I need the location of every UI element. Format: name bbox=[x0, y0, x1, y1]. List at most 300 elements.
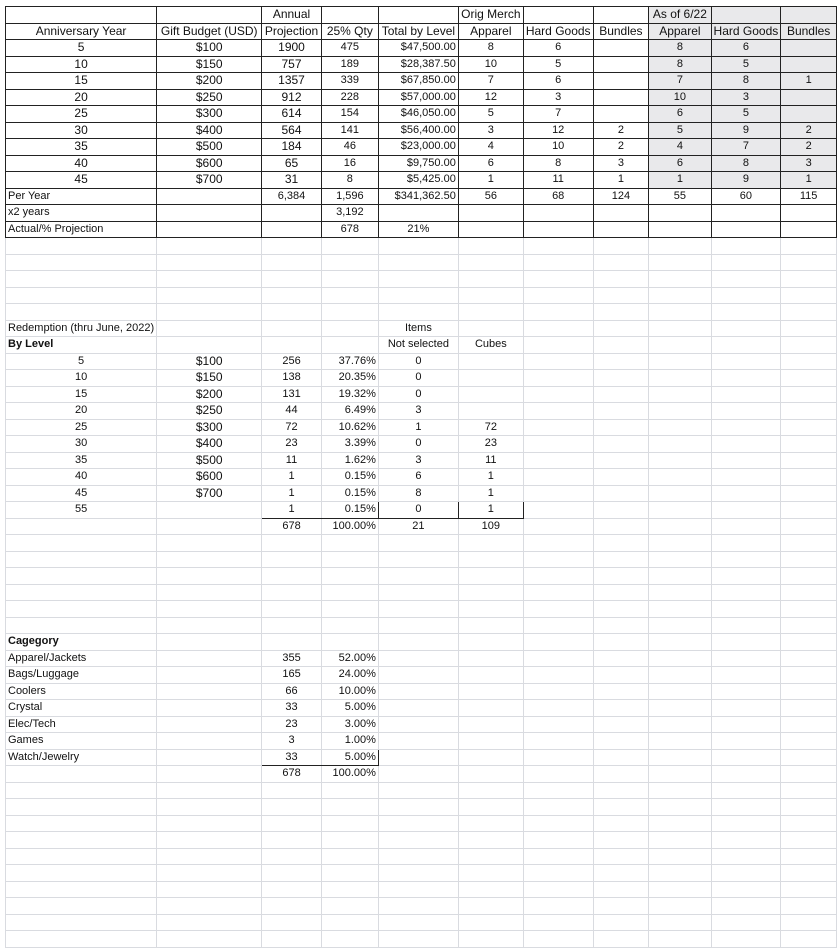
cell[interactable] bbox=[6, 518, 157, 535]
cell[interactable] bbox=[711, 469, 781, 486]
data-cell[interactable]: $67,850.00 bbox=[378, 73, 458, 90]
cell[interactable] bbox=[593, 848, 649, 865]
cell[interactable] bbox=[781, 386, 837, 403]
data-cell[interactable]: 189 bbox=[321, 56, 378, 73]
cell[interactable] bbox=[523, 287, 593, 304]
cell[interactable] bbox=[523, 650, 593, 667]
cell[interactable] bbox=[321, 832, 378, 849]
data-cell[interactable]: 1357 bbox=[262, 73, 321, 90]
cell[interactable] bbox=[593, 238, 649, 255]
total-cell[interactable]: 678 bbox=[262, 766, 321, 783]
data-cell[interactable]: 2 bbox=[593, 139, 649, 156]
cell[interactable] bbox=[262, 271, 321, 288]
level-cell[interactable]: 15 bbox=[6, 386, 157, 403]
cell[interactable] bbox=[593, 898, 649, 915]
cell[interactable] bbox=[6, 271, 157, 288]
data-cell[interactable]: 45 bbox=[6, 172, 157, 189]
cell[interactable] bbox=[262, 848, 321, 865]
cell[interactable] bbox=[649, 898, 711, 915]
data-cell[interactable]: 5 bbox=[6, 40, 157, 57]
cell[interactable] bbox=[378, 733, 458, 750]
cell[interactable] bbox=[711, 386, 781, 403]
cell[interactable] bbox=[157, 749, 262, 766]
cell[interactable] bbox=[458, 304, 523, 321]
budget-cell[interactable]: $400 bbox=[157, 436, 262, 453]
cell[interactable] bbox=[593, 254, 649, 271]
data-cell[interactable]: 1 bbox=[649, 172, 711, 189]
cell[interactable] bbox=[458, 650, 523, 667]
budget-cell[interactable]: $600 bbox=[157, 469, 262, 486]
data-cell[interactable] bbox=[593, 106, 649, 123]
cell[interactable] bbox=[262, 617, 321, 634]
cell[interactable] bbox=[649, 881, 711, 898]
data-cell[interactable]: 614 bbox=[262, 106, 321, 123]
cell[interactable] bbox=[458, 865, 523, 882]
data-cell[interactable]: 30 bbox=[6, 122, 157, 139]
cell[interactable] bbox=[6, 898, 157, 915]
cell[interactable] bbox=[649, 617, 711, 634]
cubes-cell[interactable]: 11 bbox=[458, 452, 523, 469]
level-cell[interactable]: 10 bbox=[6, 370, 157, 387]
cell[interactable] bbox=[321, 601, 378, 618]
cell[interactable] bbox=[378, 931, 458, 948]
cell[interactable] bbox=[157, 766, 262, 783]
header-cell[interactable] bbox=[523, 7, 593, 24]
data-cell[interactable]: $23,000.00 bbox=[378, 139, 458, 156]
data-cell[interactable] bbox=[781, 221, 837, 238]
cell[interactable] bbox=[781, 502, 837, 519]
spreadsheet-grid[interactable] bbox=[5, 6, 837, 948]
cell[interactable] bbox=[593, 782, 649, 799]
cell[interactable] bbox=[781, 287, 837, 304]
data-cell[interactable]: 7 bbox=[711, 139, 781, 156]
cell[interactable] bbox=[157, 238, 262, 255]
cubes-cell[interactable]: 1 bbox=[458, 469, 523, 486]
cell[interactable] bbox=[593, 304, 649, 321]
data-cell[interactable]: $200 bbox=[157, 73, 262, 90]
cell[interactable] bbox=[781, 782, 837, 799]
count-cell[interactable]: 33 bbox=[262, 749, 321, 766]
data-cell[interactable]: 228 bbox=[321, 89, 378, 106]
data-cell[interactable]: 3 bbox=[781, 155, 837, 172]
cell[interactable] bbox=[649, 271, 711, 288]
cell[interactable] bbox=[523, 452, 593, 469]
cell[interactable] bbox=[649, 700, 711, 717]
header-cell[interactable]: Apparel bbox=[649, 23, 711, 40]
cell[interactable] bbox=[378, 667, 458, 684]
data-cell[interactable]: 16 bbox=[321, 155, 378, 172]
cell[interactable] bbox=[321, 304, 378, 321]
cell[interactable] bbox=[6, 799, 157, 816]
cell[interactable] bbox=[593, 617, 649, 634]
cell[interactable] bbox=[523, 799, 593, 816]
cell[interactable] bbox=[649, 353, 711, 370]
level-cell[interactable]: 5 bbox=[6, 353, 157, 370]
cell[interactable] bbox=[593, 551, 649, 568]
data-cell[interactable]: 5 bbox=[711, 56, 781, 73]
cell[interactable] bbox=[262, 634, 321, 651]
cell[interactable] bbox=[649, 914, 711, 931]
cell[interactable] bbox=[781, 832, 837, 849]
cell[interactable] bbox=[458, 799, 523, 816]
cell[interactable] bbox=[781, 535, 837, 552]
cell[interactable] bbox=[378, 551, 458, 568]
cell[interactable] bbox=[649, 287, 711, 304]
cell[interactable] bbox=[593, 683, 649, 700]
cell[interactable] bbox=[593, 716, 649, 733]
cell[interactable] bbox=[458, 568, 523, 585]
cell[interactable] bbox=[321, 865, 378, 882]
cell[interactable] bbox=[262, 931, 321, 948]
cell[interactable] bbox=[523, 386, 593, 403]
cell[interactable] bbox=[523, 469, 593, 486]
cell[interactable] bbox=[157, 551, 262, 568]
cell[interactable] bbox=[458, 749, 523, 766]
cell[interactable] bbox=[157, 865, 262, 882]
cell[interactable] bbox=[711, 634, 781, 651]
cell[interactable] bbox=[458, 601, 523, 618]
count-cell[interactable]: 66 bbox=[262, 683, 321, 700]
cell[interactable] bbox=[523, 518, 593, 535]
cell[interactable] bbox=[458, 881, 523, 898]
count-cell[interactable]: 33 bbox=[262, 700, 321, 717]
cell[interactable] bbox=[157, 799, 262, 816]
data-cell[interactable]: 11 bbox=[523, 172, 593, 189]
cell[interactable] bbox=[523, 931, 593, 948]
data-cell[interactable]: 678 bbox=[321, 221, 378, 238]
cell[interactable] bbox=[649, 848, 711, 865]
count-cell[interactable]: 72 bbox=[262, 419, 321, 436]
cell[interactable] bbox=[157, 733, 262, 750]
cell[interactable] bbox=[523, 304, 593, 321]
percent-cell[interactable]: 1.62% bbox=[321, 452, 378, 469]
cell[interactable] bbox=[781, 254, 837, 271]
cell[interactable] bbox=[593, 799, 649, 816]
not-selected-cell[interactable]: 3 bbox=[378, 403, 458, 420]
header-cell[interactable]: Orig Merch bbox=[458, 7, 523, 24]
cell[interactable] bbox=[781, 568, 837, 585]
cubes-cell[interactable] bbox=[458, 386, 523, 403]
cell[interactable] bbox=[593, 584, 649, 601]
cell[interactable] bbox=[321, 287, 378, 304]
data-cell[interactable]: 21% bbox=[378, 221, 458, 238]
cell[interactable] bbox=[458, 535, 523, 552]
cell[interactable] bbox=[321, 881, 378, 898]
cell[interactable] bbox=[781, 271, 837, 288]
budget-cell[interactable]: $100 bbox=[157, 353, 262, 370]
cell[interactable] bbox=[711, 865, 781, 882]
cell[interactable] bbox=[649, 518, 711, 535]
cell[interactable] bbox=[711, 716, 781, 733]
cell[interactable] bbox=[781, 601, 837, 618]
cell[interactable] bbox=[649, 370, 711, 387]
data-cell[interactable]: 1,596 bbox=[321, 188, 378, 205]
cell[interactable] bbox=[321, 254, 378, 271]
budget-cell[interactable]: $500 bbox=[157, 452, 262, 469]
cell[interactable] bbox=[157, 914, 262, 931]
cell[interactable] bbox=[711, 518, 781, 535]
cell[interactable] bbox=[523, 551, 593, 568]
cell[interactable] bbox=[711, 485, 781, 502]
cell[interactable] bbox=[711, 898, 781, 915]
budget-cell[interactable]: $250 bbox=[157, 403, 262, 420]
percent-cell[interactable]: 24.00% bbox=[321, 667, 378, 684]
cell[interactable] bbox=[262, 551, 321, 568]
data-cell[interactable]: 124 bbox=[593, 188, 649, 205]
cell[interactable] bbox=[321, 551, 378, 568]
cell[interactable] bbox=[781, 848, 837, 865]
total-cell[interactable]: 109 bbox=[458, 518, 523, 535]
data-cell[interactable]: 3 bbox=[593, 155, 649, 172]
cell[interactable] bbox=[378, 782, 458, 799]
cell[interactable] bbox=[711, 535, 781, 552]
cell[interactable] bbox=[378, 898, 458, 915]
data-cell[interactable]: $47,500.00 bbox=[378, 40, 458, 57]
cell[interactable] bbox=[593, 320, 649, 337]
cell[interactable] bbox=[262, 304, 321, 321]
cell[interactable] bbox=[458, 931, 523, 948]
cell[interactable] bbox=[711, 650, 781, 667]
cell[interactable] bbox=[523, 815, 593, 832]
data-cell[interactable]: 65 bbox=[262, 155, 321, 172]
data-cell[interactable]: $9,750.00 bbox=[378, 155, 458, 172]
data-cell[interactable]: $46,050.00 bbox=[378, 106, 458, 123]
percent-cell[interactable]: 10.62% bbox=[321, 419, 378, 436]
data-cell[interactable]: 4 bbox=[458, 139, 523, 156]
data-cell[interactable]: 1 bbox=[593, 172, 649, 189]
cell[interactable] bbox=[458, 254, 523, 271]
data-cell[interactable]: 68 bbox=[523, 188, 593, 205]
cell[interactable] bbox=[711, 337, 781, 354]
cell[interactable] bbox=[6, 601, 157, 618]
data-cell[interactable]: 5 bbox=[649, 122, 711, 139]
cell[interactable] bbox=[593, 914, 649, 931]
cell[interactable] bbox=[523, 865, 593, 882]
cell[interactable] bbox=[593, 634, 649, 651]
cell[interactable] bbox=[523, 683, 593, 700]
cubes-cell[interactable]: 1 bbox=[458, 502, 523, 519]
total-cell[interactable]: 21 bbox=[378, 518, 458, 535]
percent-cell[interactable]: 10.00% bbox=[321, 683, 378, 700]
data-cell[interactable]: 184 bbox=[262, 139, 321, 156]
cell[interactable] bbox=[523, 353, 593, 370]
cell[interactable] bbox=[157, 584, 262, 601]
cell[interactable] bbox=[378, 238, 458, 255]
count-cell[interactable]: 11 bbox=[262, 452, 321, 469]
cell[interactable] bbox=[649, 568, 711, 585]
data-cell[interactable] bbox=[781, 40, 837, 57]
cell[interactable] bbox=[262, 782, 321, 799]
cell[interactable] bbox=[378, 535, 458, 552]
cell[interactable] bbox=[711, 667, 781, 684]
cell[interactable] bbox=[711, 436, 781, 453]
cell[interactable] bbox=[378, 617, 458, 634]
data-cell[interactable] bbox=[157, 205, 262, 222]
data-cell[interactable]: $150 bbox=[157, 56, 262, 73]
data-cell[interactable]: 141 bbox=[321, 122, 378, 139]
cell[interactable] bbox=[458, 287, 523, 304]
cell[interactable] bbox=[157, 832, 262, 849]
data-cell[interactable]: 31 bbox=[262, 172, 321, 189]
cell[interactable] bbox=[321, 271, 378, 288]
cell[interactable] bbox=[458, 551, 523, 568]
cell[interactable] bbox=[593, 386, 649, 403]
data-cell[interactable]: $250 bbox=[157, 89, 262, 106]
data-cell[interactable]: 8 bbox=[649, 56, 711, 73]
not-selected-cell[interactable]: 0 bbox=[378, 436, 458, 453]
data-cell[interactable]: 8 bbox=[711, 155, 781, 172]
items-label[interactable]: Items bbox=[378, 320, 458, 337]
cell[interactable] bbox=[649, 535, 711, 552]
cell[interactable] bbox=[649, 403, 711, 420]
cell[interactable] bbox=[649, 304, 711, 321]
cell[interactable] bbox=[321, 568, 378, 585]
cell[interactable] bbox=[262, 601, 321, 618]
cell[interactable] bbox=[262, 914, 321, 931]
header-cell[interactable] bbox=[781, 7, 837, 24]
cell[interactable] bbox=[649, 320, 711, 337]
cell[interactable] bbox=[157, 254, 262, 271]
cell[interactable] bbox=[378, 634, 458, 651]
cell[interactable] bbox=[378, 304, 458, 321]
cubes-cell[interactable]: 23 bbox=[458, 436, 523, 453]
data-cell[interactable]: 20 bbox=[6, 89, 157, 106]
data-cell[interactable]: 7 bbox=[523, 106, 593, 123]
cell[interactable] bbox=[711, 403, 781, 420]
cell[interactable] bbox=[157, 518, 262, 535]
total-cell[interactable]: 100.00% bbox=[321, 518, 378, 535]
header-cell[interactable] bbox=[378, 7, 458, 24]
count-cell[interactable]: 1 bbox=[262, 485, 321, 502]
data-cell[interactable]: 10 bbox=[6, 56, 157, 73]
header-cell[interactable] bbox=[711, 7, 781, 24]
cell[interactable] bbox=[321, 848, 378, 865]
cell[interactable] bbox=[6, 535, 157, 552]
data-cell[interactable]: 10 bbox=[458, 56, 523, 73]
data-cell[interactable]: Per Year bbox=[6, 188, 157, 205]
cell[interactable] bbox=[781, 667, 837, 684]
category-name-cell[interactable]: Crystal bbox=[6, 700, 157, 717]
count-cell[interactable]: 1 bbox=[262, 502, 321, 519]
percent-cell[interactable]: 52.00% bbox=[321, 650, 378, 667]
cell[interactable] bbox=[781, 485, 837, 502]
data-cell[interactable]: 8 bbox=[711, 73, 781, 90]
cell[interactable] bbox=[262, 799, 321, 816]
data-cell[interactable] bbox=[593, 221, 649, 238]
cell[interactable] bbox=[523, 782, 593, 799]
percent-cell[interactable]: 3.00% bbox=[321, 716, 378, 733]
cell[interactable] bbox=[593, 353, 649, 370]
data-cell[interactable]: 6 bbox=[711, 40, 781, 57]
header-cell[interactable] bbox=[321, 7, 378, 24]
header-cell[interactable]: Apparel bbox=[458, 23, 523, 40]
cell[interactable] bbox=[523, 898, 593, 915]
cell[interactable] bbox=[6, 832, 157, 849]
count-cell[interactable]: 23 bbox=[262, 436, 321, 453]
total-cell[interactable]: 678 bbox=[262, 518, 321, 535]
cell[interactable] bbox=[593, 337, 649, 354]
cell[interactable] bbox=[262, 832, 321, 849]
percent-cell[interactable]: 19.32% bbox=[321, 386, 378, 403]
cell[interactable] bbox=[523, 881, 593, 898]
cell[interactable] bbox=[523, 634, 593, 651]
cell[interactable] bbox=[523, 254, 593, 271]
cell[interactable] bbox=[321, 634, 378, 651]
cell[interactable] bbox=[781, 881, 837, 898]
cell[interactable] bbox=[378, 865, 458, 882]
data-cell[interactable] bbox=[649, 205, 711, 222]
data-cell[interactable]: $56,400.00 bbox=[378, 122, 458, 139]
data-cell[interactable]: 9 bbox=[711, 122, 781, 139]
cell[interactable] bbox=[649, 799, 711, 816]
cell[interactable] bbox=[321, 815, 378, 832]
cell[interactable] bbox=[593, 436, 649, 453]
cell[interactable] bbox=[593, 832, 649, 849]
cell[interactable] bbox=[593, 749, 649, 766]
data-cell[interactable]: x2 years bbox=[6, 205, 157, 222]
cell[interactable] bbox=[781, 584, 837, 601]
cell[interactable] bbox=[523, 716, 593, 733]
cell[interactable] bbox=[781, 716, 837, 733]
cell[interactable] bbox=[458, 914, 523, 931]
data-cell[interactable] bbox=[593, 40, 649, 57]
cell[interactable] bbox=[593, 601, 649, 618]
cell[interactable] bbox=[781, 617, 837, 634]
cell[interactable] bbox=[378, 584, 458, 601]
data-cell[interactable]: 35 bbox=[6, 139, 157, 156]
data-cell[interactable]: 2 bbox=[781, 139, 837, 156]
cell[interactable] bbox=[649, 502, 711, 519]
cell[interactable] bbox=[458, 782, 523, 799]
count-cell[interactable]: 3 bbox=[262, 733, 321, 750]
cell[interactable] bbox=[593, 502, 649, 519]
cell[interactable] bbox=[649, 733, 711, 750]
cell[interactable] bbox=[157, 683, 262, 700]
cell[interactable] bbox=[458, 700, 523, 717]
data-cell[interactable]: 7 bbox=[649, 73, 711, 90]
cell[interactable] bbox=[157, 617, 262, 634]
data-cell[interactable]: 3 bbox=[523, 89, 593, 106]
cell[interactable] bbox=[711, 551, 781, 568]
data-cell[interactable]: 8 bbox=[523, 155, 593, 172]
count-cell[interactable]: 23 bbox=[262, 716, 321, 733]
cell[interactable] bbox=[711, 452, 781, 469]
cell[interactable] bbox=[157, 271, 262, 288]
cubes-cell[interactable]: 72 bbox=[458, 419, 523, 436]
data-cell[interactable]: $5,425.00 bbox=[378, 172, 458, 189]
header-cell[interactable]: Hard Goods bbox=[711, 23, 781, 40]
data-cell[interactable]: 6 bbox=[649, 155, 711, 172]
data-cell[interactable]: $600 bbox=[157, 155, 262, 172]
cubes-cell[interactable] bbox=[458, 370, 523, 387]
not-selected-cell[interactable]: 0 bbox=[378, 370, 458, 387]
cell[interactable] bbox=[378, 287, 458, 304]
percent-cell[interactable]: 0.15% bbox=[321, 502, 378, 519]
cell[interactable] bbox=[6, 304, 157, 321]
header-cell[interactable]: Annual bbox=[262, 7, 321, 24]
cell[interactable] bbox=[157, 815, 262, 832]
data-cell[interactable]: 1 bbox=[781, 73, 837, 90]
cell[interactable] bbox=[523, 832, 593, 849]
cell[interactable] bbox=[649, 551, 711, 568]
cell[interactable] bbox=[593, 518, 649, 535]
cell[interactable] bbox=[593, 733, 649, 750]
cell[interactable] bbox=[593, 419, 649, 436]
percent-cell[interactable]: 1.00% bbox=[321, 733, 378, 750]
cell[interactable] bbox=[593, 700, 649, 717]
cell[interactable] bbox=[781, 700, 837, 717]
data-cell[interactable]: 6 bbox=[523, 40, 593, 57]
